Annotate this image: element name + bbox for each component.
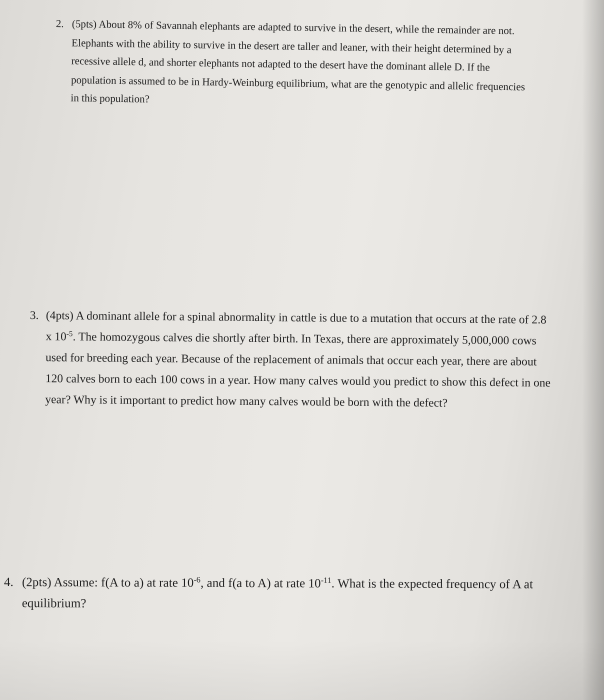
question-4-segment: (2pts) Assume: f(A to a) at rate 10 [21, 575, 194, 590]
question-2-line: (5pts) About 8% of Savannah elephants are adapted to survive in the desert, while the remainder are not. [71, 19, 515, 38]
question-4-text [22, 572, 533, 616]
question-3-line: (4pts) A dominant allele for a spinal abnormality in cattle is due to a mutation that occurs at the rate of 2.8 [45, 308, 547, 327]
question-3-line: 120 calves born to each 100 cows in a year. How many calves would you predict to show this defect in one [45, 371, 551, 390]
question-4-segment: , and f(a to A) at rate 10 [200, 575, 321, 591]
question-3-line-rest: . The homozygous calves die shortly after birth. In Texas, there are approximately 5,000,000 cows [72, 329, 537, 348]
question-3-line: year? Why is it important to predict how many calves would be born with the defect? [45, 392, 448, 410]
question-4-segment: . What is the expected frequency of A at [331, 576, 534, 592]
question-4-line: equilibrium? [21, 596, 87, 611]
question-2-line: population is assumed to be in Hardy-Weinburg equilibrium, what are the genotypic and allelic frequencies [70, 75, 526, 94]
forward-rate-exponent: -6 [193, 575, 201, 585]
question-3-line: used for breeding each year. Because of the replacement of animals that occur each year, there are about [45, 350, 537, 369]
mutation-rate-base: x 10 [45, 329, 67, 344]
question-2-line: Elephants with the ability to survive in the desert are taller and leaner, with their height determined by a [71, 37, 512, 56]
question-4-number: 4. [3, 575, 14, 590]
question-2-text [71, 16, 526, 116]
question-4-line [22, 572, 533, 595]
question-2-line: recessive allele d, and shorter elephants not adapted to the desert have the dominant allele D. If the [71, 56, 490, 75]
question-2-number: 2. [55, 18, 64, 31]
question-2-line: in this population? [70, 93, 150, 106]
page-bottom-shade [0, 640, 604, 700]
reverse-rate-exponent: -11 [320, 575, 332, 585]
question-3-number: 3. [29, 307, 39, 323]
mutation-rate-exponent: -5 [66, 329, 73, 339]
page-edge-shadow [582, 0, 604, 700]
question-3-text [45, 305, 551, 414]
